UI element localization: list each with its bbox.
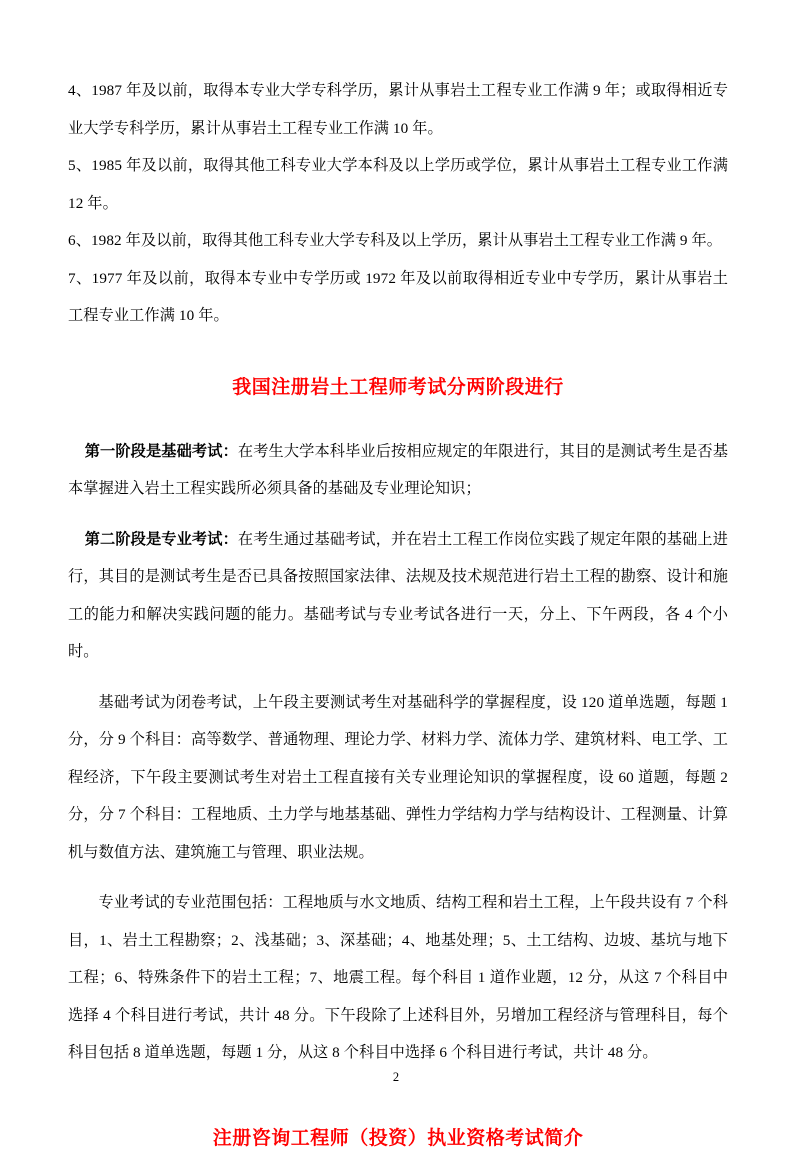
paragraph-professional-exam: 专业考试的专业范围包括：工程地质与水文地质、结构工程和岩土工程，上午段共设有 7 个科目，1、岩土工程勘察；2、浅基础；3、深基础；4、地基处理；5、土工结构、边坡、基坑与地下工程；6、特殊条件下的岩土工程；7、地震工程。每个科目 1 道作业题，12 分，从这 7 个科目中选择 4 个科目进行考试，共计 48 分。下午段除了上述科目外，另增加工程经济与管理科目，每个科目包括 8 道单选题，每题 1 分，从这 8 个科目中选择 6 个科目进行考试，共计 48 分。 — [68, 894, 728, 1061]
stage-one-body: 在考生大学本科毕业后按相应规定的年限进行，其目的是测试考生是否基本掌握进入岩土工程实践所必须具备的基础及专业理论知识； — [68, 442, 729, 497]
page-number: 2 — [392, 1070, 400, 1084]
spacer — [68, 671, 728, 684]
spacer — [68, 871, 728, 884]
spacer — [68, 403, 728, 433]
stage-one-label: 第一阶段是基础考试： — [84, 442, 238, 460]
paragraph-basic-exam: 基础考试为闭卷考试，上午段主要测试考生对基础科学的掌握程度，设 120 道单选题，每题 1 分，分 9 个科目：高等数学、普通物理、理论力学、材料力学、流体力学、建筑材料、电工学、工程经济，下午段主要测试考生对岩土工程直接有关专业理论知识的掌握程度，设 60 道题，每题 2 分，分 7 个科目：工程地质、土力学与地基基础、弹性力学结构力学与结构设计、工程测量、计算机与数值方法、建筑施工与管理、职业法规。 — [68, 693, 728, 861]
section-heading-consulting-engineer: 注册咨询工程师（投资）执业资格考试简介 — [212, 1127, 584, 1149]
section-heading-exam-stages: 我国注册岩土工程师考试分两阶段进行 — [232, 376, 564, 398]
spacer — [68, 508, 728, 521]
clause-item-7: 7、1977 年及以前，取得本专业中专学历或 1972 年及以前取得相近专业中专学历，累计从事岩土工程专业工作满 10 年。 — [68, 269, 728, 324]
paragraph-stage-one — [68, 433, 728, 508]
clause-item-5: 5、1985 年及以前，取得其他工科专业大学本科及以上学历或学位，累计从事岩土工程专业工作满 12 年。 — [68, 157, 728, 212]
stage-two-body: 在考生通过基础考试，并在岩土工程工作岗位实践了规定年限的基础上进行，其目的是测试考生是否已具备按照国家法律、法规及技术规范进行岩土工程的勘察、设计和施工的能力和解决实践问题的能力。基础考试与专业考试各进行一天，分上、下午两段，各 4 个小时。 — [68, 530, 729, 660]
paragraph-stage-two — [68, 521, 728, 671]
spacer — [68, 335, 728, 373]
stage-two-label: 第二阶段是专业考试： — [84, 530, 238, 548]
clause-item-4: 4、1987 年及以前，取得本专业大学专科学历，累计从事岩土工程专业工作满 9 年；或取得相近专业大学专科学历，累计从事岩土工程专业工作满 10 年。 — [68, 82, 728, 137]
clause-item-6: 6、1982 年及以前，取得其他工科专业大学专科及以上学历，累计从事岩土工程专业工作满 9 年。 — [68, 232, 723, 249]
page-content — [68, 72, 728, 1154]
